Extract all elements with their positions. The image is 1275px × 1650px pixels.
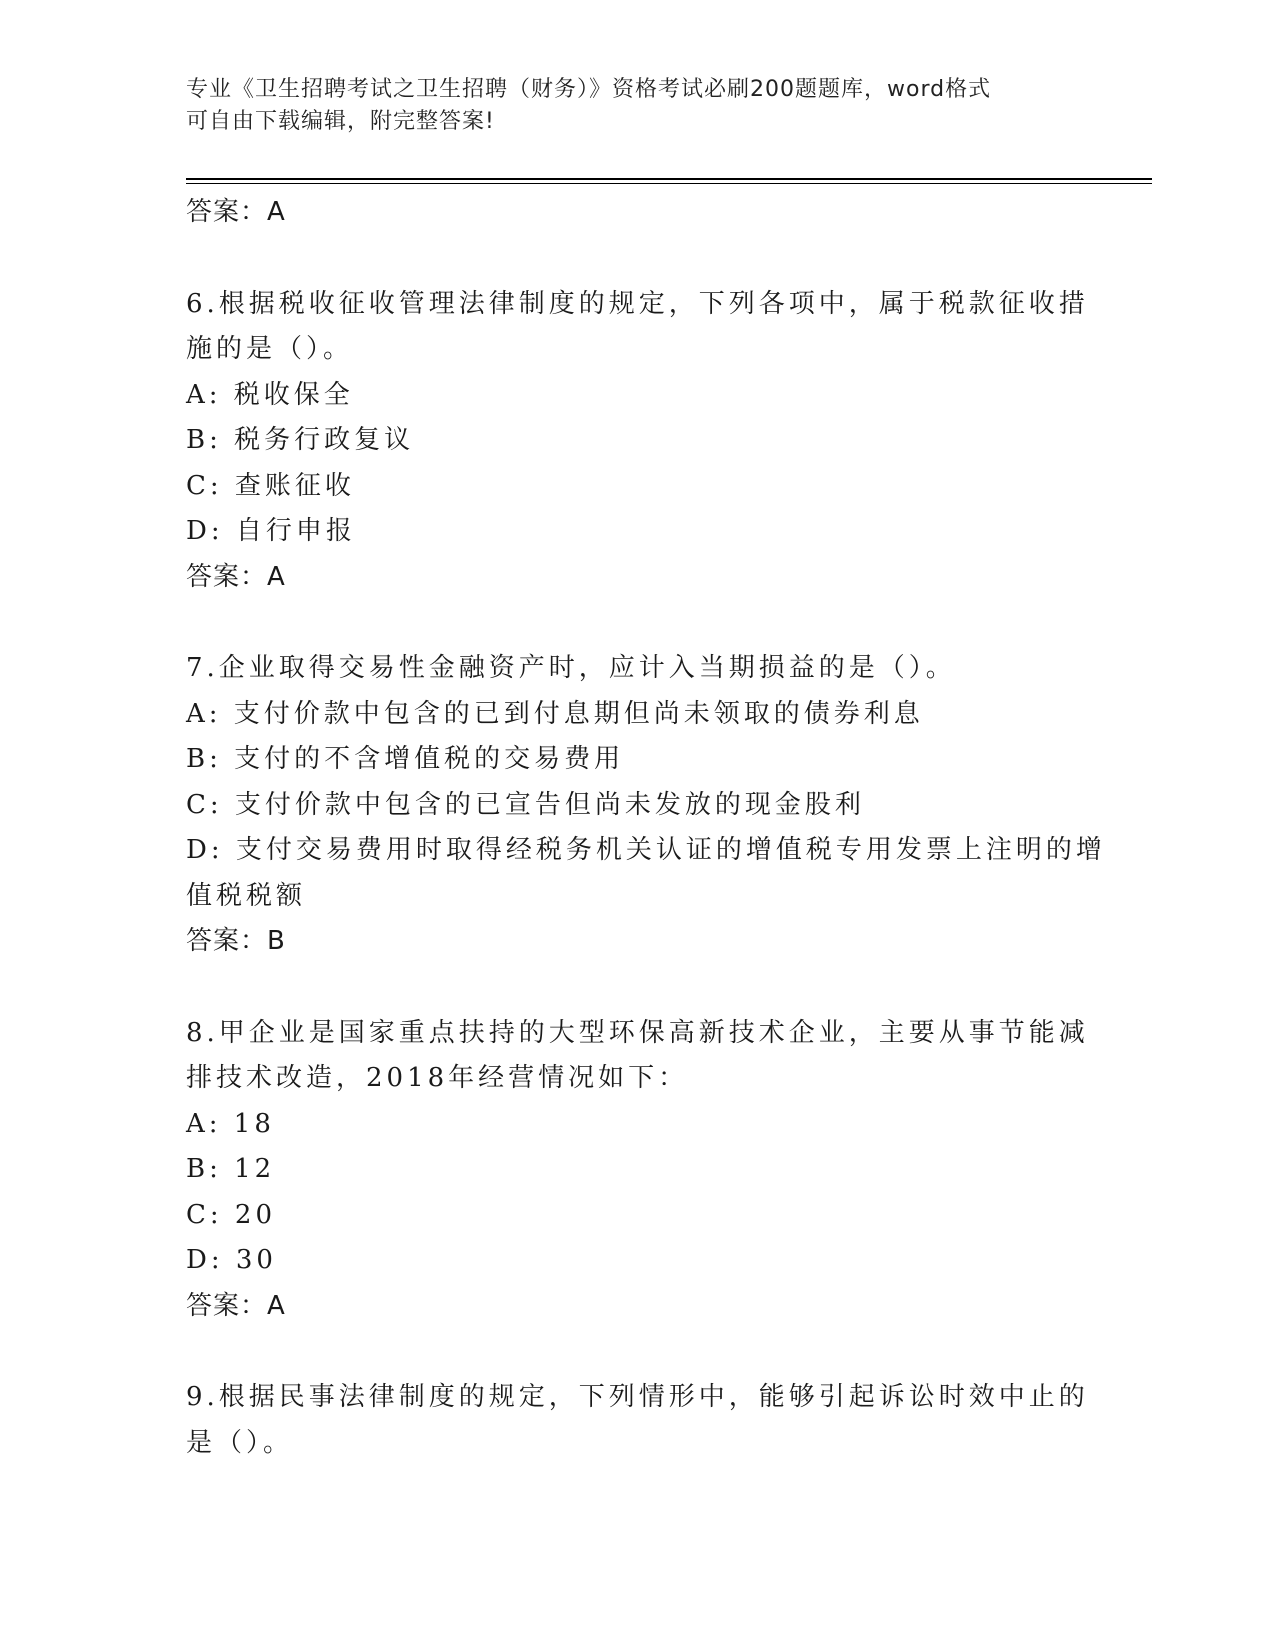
option-c: C: 支付价款中包含的已宣告但尚未发放的现金股利	[186, 789, 865, 820]
header-line-1: 专业《卫生招聘考试之卫生招聘（财务）》资格考试必刷200题题库，word格式	[186, 77, 992, 102]
question-6	[186, 282, 1089, 601]
header-divider-thick	[186, 178, 1152, 180]
answer-line: 答案：A	[186, 1290, 286, 1321]
answer-line: 答案：A	[186, 561, 286, 592]
question-8	[186, 1011, 1089, 1330]
question-stem: 施的是（）。	[186, 334, 354, 364]
question-stem: 8.甲企业是国家重点扶持的大型环保高新技术企业，主要从事节能减	[186, 1017, 1089, 1048]
answer-line: 答案：A	[186, 197, 286, 227]
option-b: B: 支付的不含增值税的交易费用	[186, 744, 625, 774]
option-b: B: 12	[186, 1154, 276, 1184]
question-7	[186, 646, 1106, 965]
question-stem: 排技术改造，2018年经营情况如下：	[186, 1063, 689, 1093]
option-c: C: 20	[186, 1199, 277, 1230]
option-d-continued: 值税税额	[186, 880, 307, 911]
option-d: D: 30	[186, 1245, 277, 1275]
spacer	[186, 1329, 1086, 1375]
spacer	[186, 965, 1086, 1011]
question-9	[186, 1375, 1089, 1466]
header-line-2: 可自由下载编辑，附完整答案!	[186, 109, 495, 134]
option-a: A: 支付价款中包含的已到付息期但尚未领取的债券利息	[186, 698, 924, 729]
question-list	[186, 190, 1106, 1466]
option-a: A: 税收保全	[186, 379, 354, 410]
option-a: A: 18	[186, 1108, 275, 1139]
question-stem: 9.根据民事法律制度的规定，下列情形中，能够引起诉讼时效中止的	[186, 1382, 1089, 1412]
option-d: D: 自行申报	[186, 516, 356, 546]
answer-line: 答案：B	[186, 926, 286, 956]
question-stem: 6.根据税收征收管理法律制度的规定，下列各项中，属于税款征收措	[186, 288, 1089, 319]
question-stem: 是（）。	[186, 1427, 294, 1458]
spacer	[186, 236, 1086, 282]
option-c: C: 查账征收	[186, 470, 355, 501]
spacer	[186, 600, 1086, 646]
option-b: B: 税务行政复议	[186, 425, 415, 455]
header-divider-thin	[186, 183, 1152, 184]
option-d: D: 支付交易费用时取得经税务机关认证的增值税专用发票上注明的增	[186, 835, 1106, 865]
question-stem: 7.企业取得交易性金融资产时，应计入当期损益的是（）。	[186, 653, 956, 683]
document-header	[186, 74, 1066, 138]
